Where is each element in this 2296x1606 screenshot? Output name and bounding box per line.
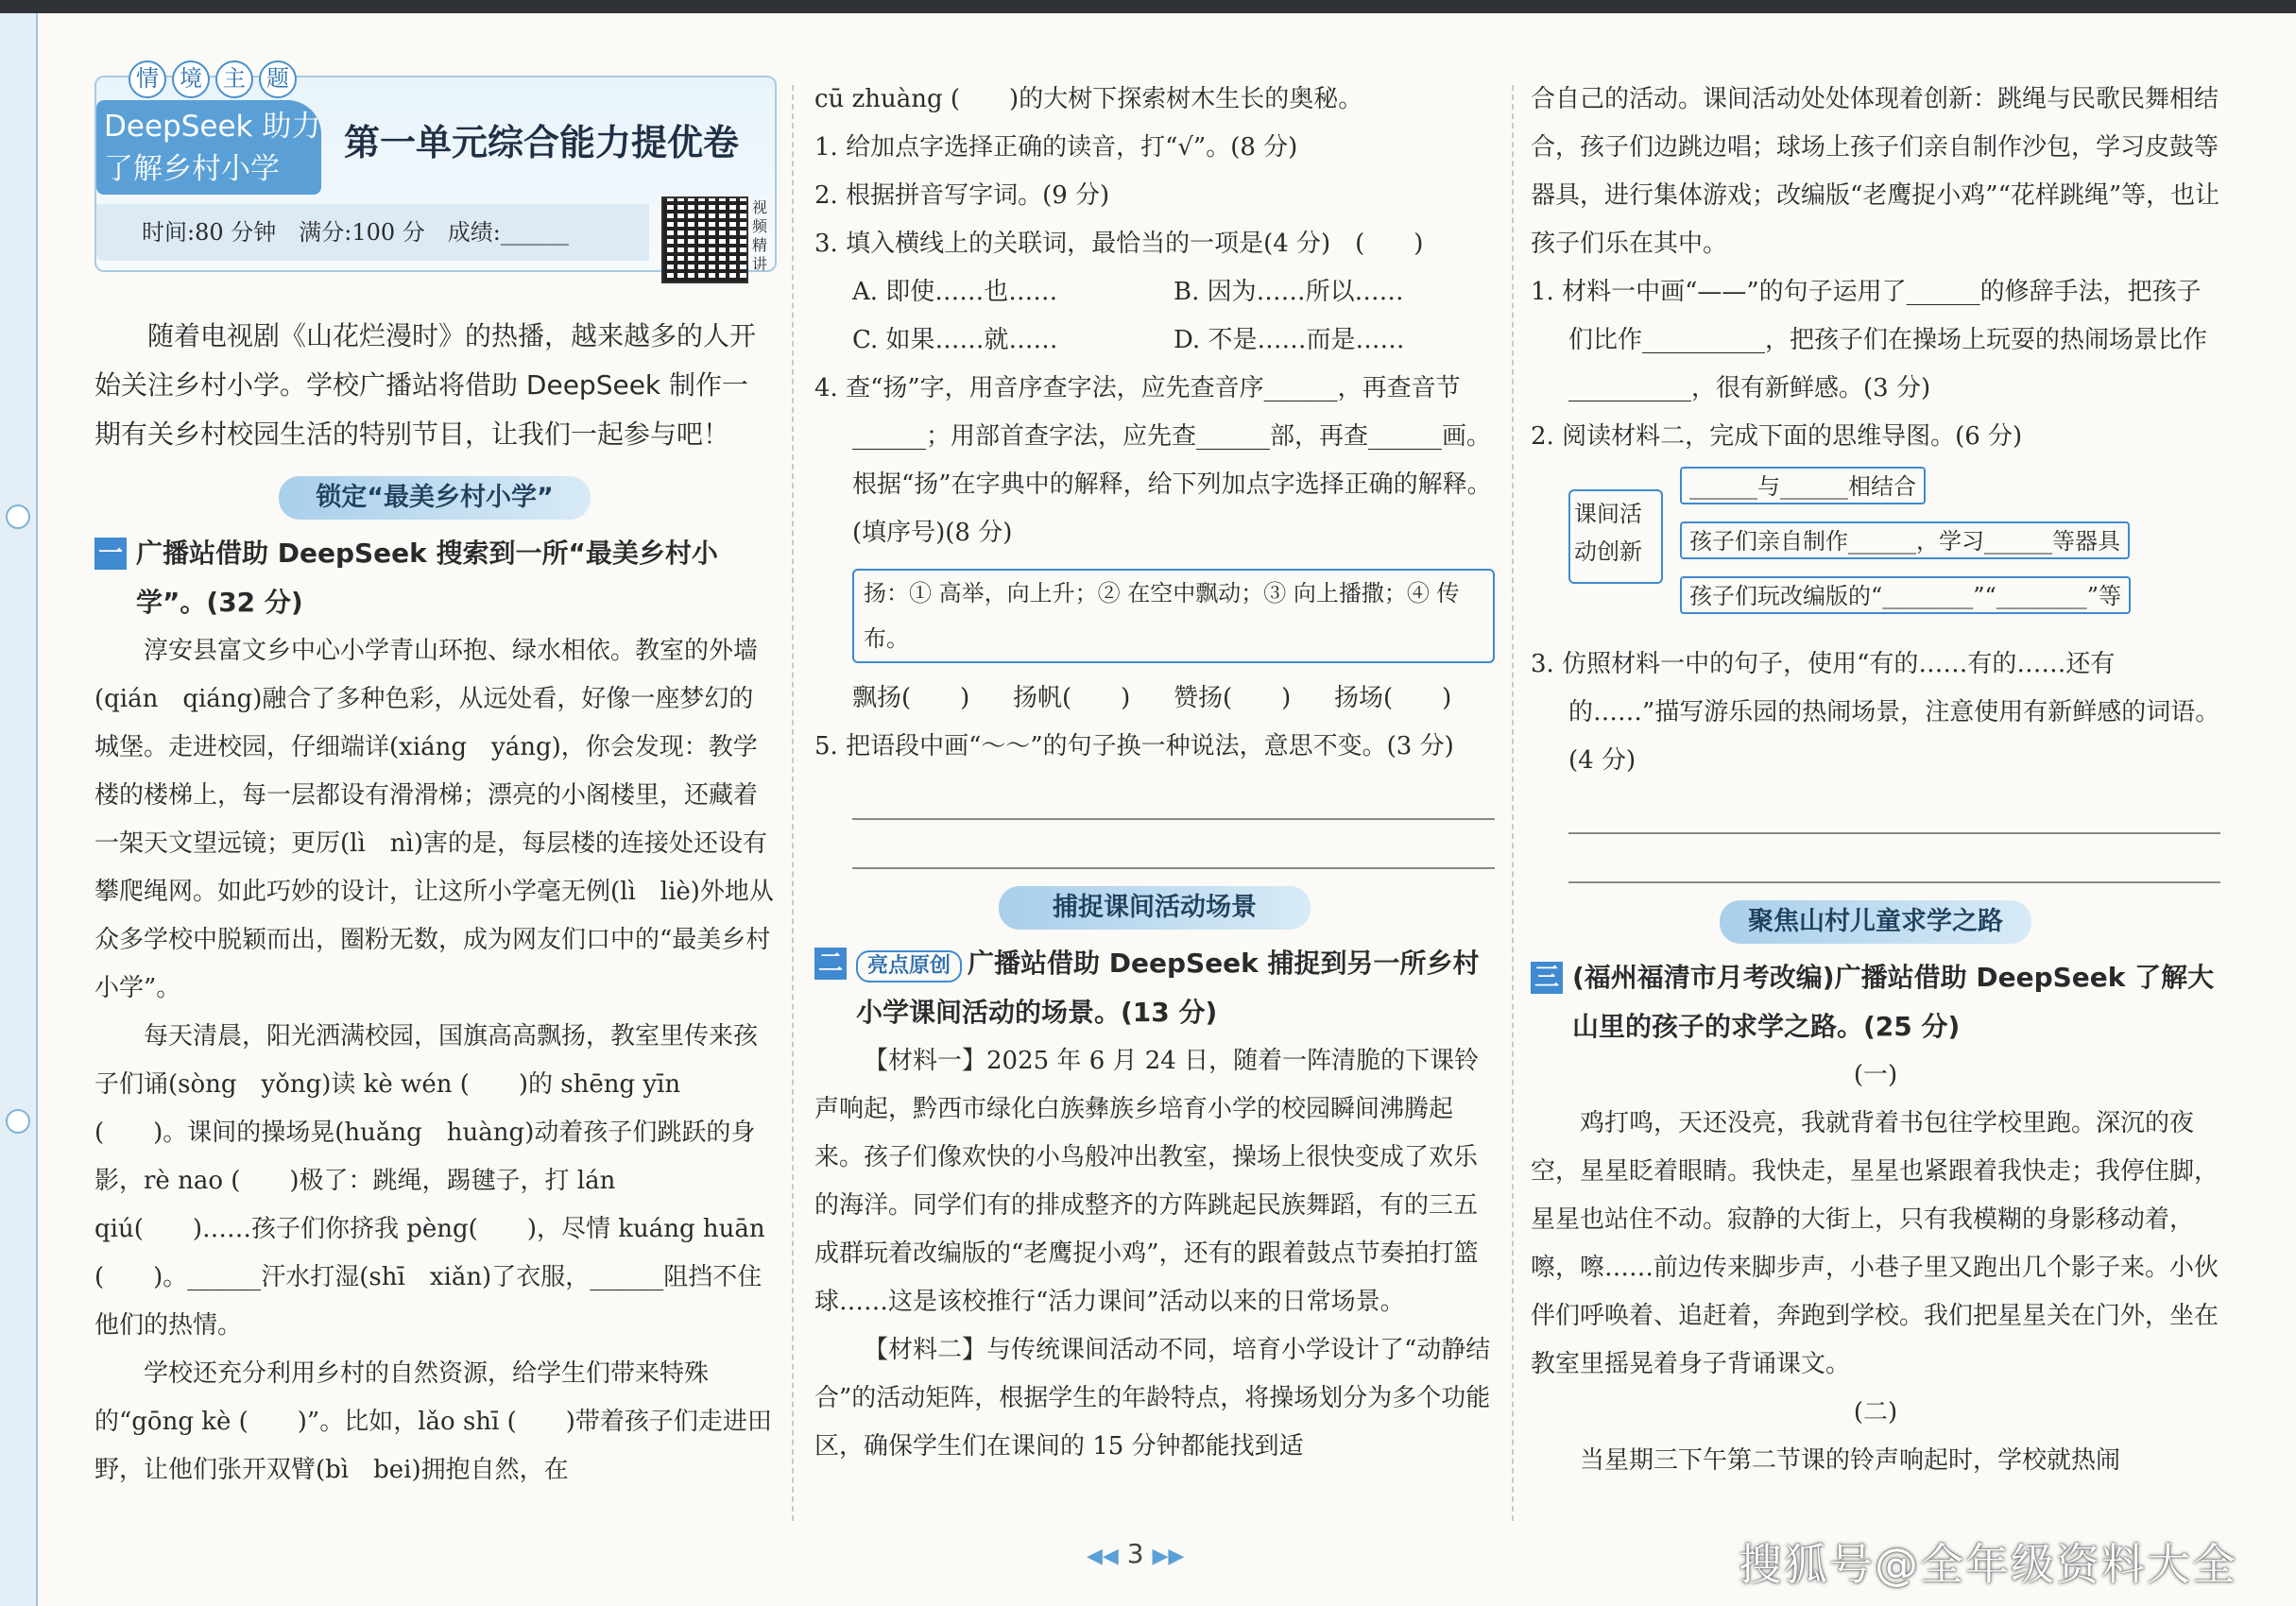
passage-paragraph: 学校还充分利用乡村的自然资源，给学生们带来特殊的“gōng kè ( )”。比如，lǎo shī ( )带着孩子们走进田野，让他们张开双臂(bì bei)拥抱自然，在 (94, 1359, 772, 1484)
question-item: 1. 给加点字选择正确的读音，打“√”。(8 分) (814, 133, 1298, 162)
column-divider (1512, 85, 1514, 1521)
question-item: 5. 把语段中画“～～”的句子换一种说法，意思不变。(3 分) (814, 732, 1454, 760)
question-item: 1. 材料一中画“——”的句子运用了______的修辞手法，把孩子们比作__________，把孩子们在操场上玩耍的热闹场景比作__________，很有新鲜感。(3 分) (1531, 278, 2208, 402)
option-d[interactable]: D. 不是……而是…… (1174, 326, 1405, 354)
question-item: 4. 查“扬”字，用音序查字法，应先查音序______，再查音节______；用部首查字法，应先查______部，再查______画。根据“扬”在字典中的解释，给下列加点字选择正确的解释。(填序号)(8 分) (814, 374, 1492, 547)
section-banner: 聚焦山村儿童求学之路 (1720, 900, 2031, 944)
reading-section-label: (一) (1853, 1061, 1898, 1089)
question-heading (1531, 953, 2220, 1051)
title-card (94, 65, 777, 273)
word-blanks (814, 675, 1495, 723)
question-title: (福州福清市月考改编)广播站借助 DeepSeek 了解大山里的孩子的求学之路。(25 分) (1572, 962, 2215, 1042)
material-paragraph: 【材料二】与传统课间活动不同，培育小学设计了“动静结合”的活动矩阵，根据学生的年龄特点，将操场划分为多个功能区，确保学生们在课间的 15 分钟都能找到适 (814, 1336, 1491, 1461)
question-title: 亮点原创 广播站借助 DeepSeek 捕捉到另一所乡村小学课间活动的场景。(13 分) (856, 948, 1480, 1028)
top-border (0, 0, 2296, 13)
passage-paragraph: 每天清晨，阳光洒满校园，国旗高高飘扬，教室里传来孩子们诵(sòng yǒng)读 kè wén ( )的 shēng yīn ( )。课间的操场晃(huǎng huàng)动着孩子们跳跃的身影，rè nao ( )极了：跳绳，踢毽子，打 lán qiú( )……孩子们你挤我 pèng( )，尽情 kuáng huān ( )。______汗水打湿(shī xiǎn)了衣服，______阻挡不住他们的热情。 (94, 1022, 765, 1340)
page-title: 第一单元综合能力提优卷 (344, 122, 740, 163)
question-number: 一 (94, 538, 127, 570)
question-number: 三 (1531, 962, 1563, 994)
word-blank[interactable]: 飘扬( ) (852, 684, 970, 712)
section-banner: 捕捉课间活动场景 (999, 886, 1311, 930)
theme-tag: 情 境 主 题 (129, 60, 297, 98)
column-divider (792, 85, 794, 1521)
question-item: 3. 仿照材料一中的句子，使用“有的……有的……还有的……”描写游乐园的热闹场景，注意使用有新鲜感的词语。(4 分) (1531, 650, 2220, 775)
original-badge: 亮点原创 (856, 950, 962, 982)
answer-line[interactable] (852, 771, 1495, 820)
question-item: 2. 根据拼音写字词。(9 分) (814, 181, 1110, 210)
qr-code-icon[interactable] (661, 196, 748, 283)
passage-continued: cū zhuàng ( )的大树下探索树木生长的奥秘。 (814, 85, 1363, 113)
mind-map (1568, 467, 2220, 635)
mind-map-node[interactable]: ______与______相结合 (1680, 467, 1926, 504)
binding-hole (6, 1109, 30, 1134)
answer-line[interactable] (1568, 834, 2220, 883)
reading-section-label: (二) (1853, 1398, 1898, 1427)
column-right (1531, 76, 2220, 1485)
exam-meta: 时间:80 分钟 满分:100 分 成绩:______ (96, 204, 649, 261)
reading-paragraph: 鸡打鸣，天还没亮，我就背着书包往学校里跑。深沉的夜空，星星眨着眼睛。我快走，星星也紧跟着我快走；我停住脚，星星也站住不动。寂静的大街上，只有我模糊的身影移动着，嚓，嚓……前边传来脚步声，小巷子里又跑出几个影子来。小伙伴们呼唤着、追赶着，奔跑到学校。我们把星星关在门外，坐在教室里摇晃着身子背诵课文。 (1531, 1109, 2219, 1378)
word-blank[interactable]: 赞扬( ) (1174, 684, 1292, 712)
option-b[interactable]: B. 因为……所以…… (1174, 278, 1404, 306)
column-middle (814, 76, 1495, 1471)
option-c[interactable]: C. 如果……就…… (852, 326, 1058, 354)
binding-strip (0, 13, 38, 1606)
theme-block: DeepSeek 助力 了解乡村小学 (96, 100, 321, 195)
section-banner: 锁定“最美乡村小学” (279, 476, 591, 520)
reading-paragraph: 当星期三下午第二节课的铃声响起时，学校就热闹 (1580, 1446, 2121, 1475)
passage-paragraph: 淳安县富文乡中心小学青山环抱、绿水相依。教室的外墙(qián qiáng)融合了多种色彩，从远处看，好像一座梦幻的城堡。走进校园，仔细端详(xiáng yáng)，你会发现：教学楼的楼梯上，每一层都设有滑滑梯；漂亮的小阁楼里，还藏着一架天文望远镜；更厉(lì nì)害的是，每层楼的连接处还设有攀爬绳网。如此巧妙的设计，让这所小学毫无例(lì liè)外地从众多学校中脱颖而出，圈粉无数，成为网友们口中的“最美乡村小学”。 (94, 637, 774, 1002)
question-number: 二 (814, 948, 847, 980)
question-item: 3. 填入横线上的关联词，最恰当的一项是(4 分) ( ) (814, 230, 1424, 258)
page-number: ◀◀ 3 ▶▶ (1087, 1538, 1185, 1569)
question-heading (94, 529, 775, 627)
question-item: 2. 阅读材料二，完成下面的思维导图。(6 分) (1531, 422, 2023, 451)
answer-line[interactable] (852, 820, 1495, 869)
passage-continued: 合自己的活动。课间活动处处体现着创新：跳绳与民歌民舞相结合，孩子们边跳边唱；球场上孩子们亲自制作沙包，学习皮鼓等器具，进行集体游戏；改编版“老鹰捉小鸡”“花样跳绳”等，也让孩子们乐在其中。 (1531, 85, 2220, 258)
word-blank[interactable]: 扬帆( ) (1013, 684, 1131, 712)
option-a[interactable]: A. 即使……也…… (852, 278, 1058, 306)
question-title: 广播站借助 DeepSeek 搜索到一所“最美乡村小学”。(32 分) (136, 538, 718, 618)
prev-page-icon[interactable]: ◀◀ (1087, 1545, 1119, 1568)
watermark: 搜狐号@全年级资料大全 (1739, 1539, 2237, 1590)
mind-map-node[interactable]: 孩子们玩改编版的“________”“________”等 (1680, 576, 2131, 614)
option-row (814, 268, 1495, 316)
answer-line[interactable] (1568, 785, 2220, 834)
definition-box: 扬：① 高举，向上升；② 在空中飘动；③ 向上播撒；④ 传布。 (852, 569, 1495, 663)
option-row (814, 316, 1495, 365)
mind-map-node[interactable]: 孩子们亲自制作______，学习______等器具 (1680, 521, 2130, 559)
next-page-icon[interactable]: ▶▶ (1152, 1545, 1185, 1568)
binding-hole (6, 504, 30, 529)
qr-label: 视频精讲 (752, 198, 768, 273)
material-paragraph: 【材料一】2025 年 6 月 24 日，随着一阵清脆的下课铃声响起，黔西市绿化白族彝族乡培育小学的校园瞬间沸腾起来。孩子们像欢快的小鸟般冲出教室，操场上很快变成了欢乐的海洋。同学们有的排成整齐的方阵跳起民族舞蹈，有的三五成群玩着改编版的“老鹰捉小鸡”，还有的跟着鼓点节奏拍打篮球……这是该校推行“活力课间”活动以来的日常场景。 (814, 1047, 1480, 1316)
word-blank[interactable]: 扬场( ) (1334, 684, 1452, 712)
intro-paragraph: 随着电视剧《山花烂漫时》的热播，越来越多的人开始关注乡村小学。学校广播站将借助 DeepSeek 制作一期有关乡村校园生活的特别节目，让我们一起参与吧！ (94, 320, 757, 450)
column-left (94, 65, 775, 1495)
mind-map-root: 课间活动创新 (1568, 489, 1663, 584)
question-heading (814, 939, 1495, 1037)
